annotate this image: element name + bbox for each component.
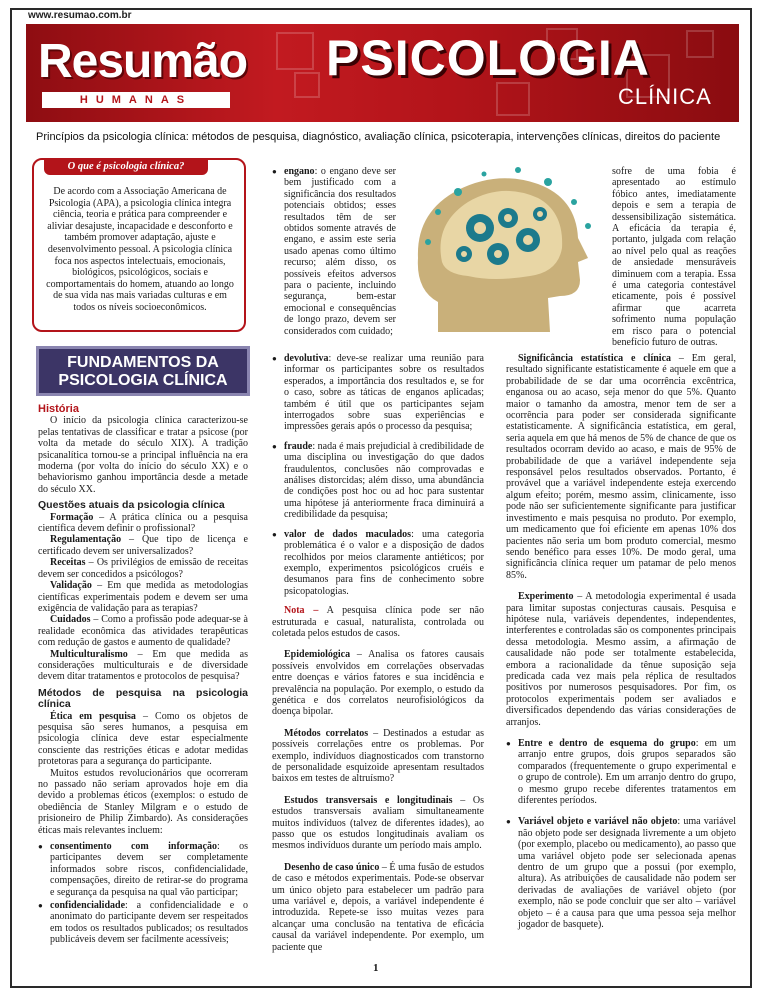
brain-gears-illustration	[398, 162, 612, 346]
questao-item: Formação – A prática clínica ou a pesquisa científica devem definir o profissional?	[38, 511, 248, 535]
method-paragraph: Epidemiológica – Analisa os fatores causais possíveis envolvidos em correlações observadas entre doenças e vários fatores e sua incidência e prevalência na população. Por exemplo, o estudo da genética e dos correlatos neurofisiológicos da doença bipolar.	[272, 649, 484, 718]
page-title: PSICOLOGIA	[326, 30, 650, 86]
research-bullet-item: ● valor de dados maculados: uma categoria problemática é o valor e a disposição de dados recolhidos por meios claramente antiéticos; por exemplo, experimentos psicológicos cruéis e desumanos para fins de conhecimento sobre psicopatologias.	[272, 529, 484, 597]
questao-item: Validação – Em que medida as metodologias científicas experimentais podem e devem ser uma exigência de validação para as terapias?	[38, 580, 248, 614]
page-subtitle-word: CLÍNICA	[618, 84, 712, 109]
experiment-bullet-item: ● Entre e dentro de esquema do grupo: em um arranjo entre grupos, dois grupos separados são comparados (frequentemente o grupo experimental e o grupo de controle). Em um arranjo dentro do grupo, o mesmo grupo recebe diferentes tratamentos em diferentes períodos.	[506, 738, 736, 806]
column-3	[506, 353, 736, 931]
questao-item: Cuidados – Como a profissão pode adequar-se à realidade econômica das atividades terapêuticas com redução de gastos e aumento de qualidade?	[38, 614, 248, 649]
method-paragraph: Desenho de caso único – É uma fusão de estudos de caso e métodos experimentais. Pode-se observar um único objeto para estabelecer um padrão para uma variável e, depois, a variável independente é introduzida. Repete-se isso muitas vezes para alcançar uma conclusão na tentativa de eficácia causal da variável independente. Por exemplo, um paciente que	[272, 861, 484, 953]
brand-name: Resumão	[38, 35, 248, 88]
research-ethics-bullets	[272, 353, 484, 597]
historia-heading: História	[38, 403, 79, 415]
deception-bullet: ● engano: o engano deve ser bem justificado com a significância dos resultados potenciais obtidos; esses resultados têm de ser obtidos somente através de engano, e assim este seria usado apenas como último recurso; além disso, os possíveis efeitos adversos para o paciente, incluindo segurança, bem-estar emocional e consequências de longo prazo, devem ser considerados com cuidado;	[272, 166, 396, 337]
metodos-heading: Métodos de pesquisa na psicologia clínica	[38, 686, 248, 711]
experimento-paragraph: Experimento – A metodologia experimental é usada para limitar supostas conjecturas causais. Pesquisa e hipótese nula, variáveis dependentes, independentes, interferentes e controladas são os componentes principais dessa metodologia. Mesmo assim, a afirmação de causalidade não pode ser totalmente estabelecida, embora a racionalidade da tênue suposição seja predicada cada vez mais pela réplica de resultados positivos por numerosos pesquisadores. Por fim, os protocolos experimentais podem ser avaliados e diversificados dependendo das várias considerações de arranjos.	[506, 591, 736, 728]
research-bullet-item: ● devolutiva: deve-se realizar uma reunião para informar os participantes sobre os resultados esperados, a importância dos resultados e, se for o caso, sobre as táticas de enganos aplicadas; também é útil que os participantes sejam interrogados sobre suas experiências e impressões gerais após o processo da pesquisa;	[272, 353, 484, 433]
ethics-bullets	[38, 841, 248, 946]
etica-paragraph: Ética em pesquisa – Como os objetos de pesquisa são seres humanos, a pesquisa em psicologia clínica deve estar especialmente consciente das restrições éticas e adotar medidas protetoras para a segurança do participante.	[38, 710, 248, 768]
historia-text: O início da psicologia clínica caracterizou-se pelas tentativas de classificar e tratar a psicose (por volta da metade do século XIX). A tradição psicanalítica tornou-se a principal influência na era moderna (por volta do início do século XX) e o behaviorismo ganhou importância desde a metade do século XX.	[38, 415, 248, 495]
section-banner-line2: PSICOLOGIA CLÍNICA	[58, 372, 228, 389]
experiment-bullets	[506, 738, 736, 931]
column-1	[38, 404, 248, 946]
method-paragraph: Métodos correlatos – Destinados a estudar as possíveis correlações entre os problemas. Por exemplo, indivíduos diagnosticados com transtorno de personalidade esquizoide apresentam resultados baixos em testes de altruísmo?	[272, 727, 484, 785]
method-paragraph: Estudos transversais e longitudinais – Os estudos transversais avaliam simultaneamente muitos indivíduos (talvez de diferentes idades), ao passo que os estudos longitudinais avaliam os mesmos indivíduos durante um período mais amplo.	[272, 794, 484, 852]
definition-box	[32, 158, 246, 332]
header-banner	[26, 24, 739, 122]
estudos-paragraph: Muitos estudos revolucionários que ocorreram no passado não seriam aprovados hoje em dia devido a problemas éticos (exemplos: o estudo de obediência de Stanley Milgram e o estudo de prisioneiro de Philip Zimbardo). As considerações éticas mais relevantes incluem:	[38, 767, 248, 836]
experiment-bullet-item: ● Variável objeto e variável não objeto: uma variável não objeto pode ser designada livremente a um objeto (por exemplo, placebo ou medicamento), ao passo que uma variável objeto pode ser selecionada apenas dentro de um grupo que a possui (por exemplo, altura). As atribuições de causalidade não podem ser derivadas de avaliações de variável objeto (por exemplo, não se pode concluir que ser alto – variável objeto – é a causa para que uma pessoa seja melhor jogador de basquete).	[506, 816, 736, 930]
questoes-heading: Questões atuais da psicologia clínica	[38, 499, 225, 512]
questao-item: Regulamentação – Que tipo de licença e certificado devem ser universalizados?	[38, 534, 248, 557]
site-url[interactable]: www.resumao.com.br	[28, 10, 132, 21]
section-banner	[36, 346, 250, 396]
brand-logo[interactable]	[32, 34, 246, 114]
topics-line: Princípios da psicologia clínica: métodos de pesquisa, diagnóstico, avaliação clínica, psicoterapia, intervenções clínicas, direitos do paciente	[36, 131, 721, 143]
column-3-top: sofre de uma fobia é apresentado ao estímulo fóbico antes, imediatamente depois e sem a terapia de dessensibilização sistemática. A eficácia da terapia é, portanto, julgada com relação ao nível pelo qual as reações de ansiedade mensuráveis diminuem com a terapia. Essa é uma categoria contestável eticamente, pois é possível afirmar que acarreta sofrimento numa população em risco para o potencial benefício futuro de outras.	[612, 166, 736, 349]
brand-category: HUMANAS	[79, 94, 193, 106]
questoes-list	[38, 512, 248, 683]
page-number: 1	[373, 962, 379, 974]
questao-item: Multiculturalismo – Em que medida as considerações multiculturais e de diversidade devem ditar tratamentos e protocolos de pesquisa?	[38, 648, 248, 683]
column-2-top	[272, 166, 396, 337]
questao-item: Receitas – Os privilégios de emissão de receitas devem ser concedidos a psicólogos?	[38, 557, 248, 580]
column-2	[272, 353, 484, 953]
section-banner-line1: FUNDAMENTOS DA	[67, 354, 219, 371]
definition-heading: O que é psicologia clínica?	[44, 158, 208, 175]
ethics-bullet-item: ● confidencialidade: a confidencialidade e o anonimato do participante devem ser respeitados em todos os resultados publicados; os resultados publicáveis devem ser facilmente acessíveis;	[38, 900, 248, 946]
nota-paragraph: Nota – A pesquisa clínica pode ser não estruturada e casual, naturalista, controlada ou coletada pelos estudos de casos.	[272, 605, 484, 639]
research-methods-paragraphs	[272, 649, 484, 953]
ethics-bullet-item: ● consentimento com informação: os participantes devem ser completamente informados sobre riscos, confidencialidade, compensações, direito de retirar-se do programa e segurança da pesquisa na qual vão participar;	[38, 841, 248, 898]
significancia-paragraph: Significância estatística e clínica – Em geral, resultado significante estatisticamente é aquele em que a probabilidade de se dar uma ocorrência excêntrica, enganosa ou ao acaso, seja menor do que 5%. Quanto maior o tamanho da amostra, menor tem de ser a ocorrência para poder ser considerada significante estatisticamente. A significância estatística, em geral, seria aquela em que há menos de 5% de chance de que os resultados ocorram devido ao acaso, e mais de 95% de probabilidade de que a variável independente seja responsável pelos resultados observados. Portanto, é provável que a variável independente esteja exercendo algum efeito; porém, mesmo assim, clinicamente, isso pode não ser suficientemente significante para justificar investimento e mais pesquisa no produto. Por exemplo, um medicamento que foi eficiente em apenas 10% dos pacientes não seria um bom produto comercial, mesmo sendo benéfico para esses 10%. De modo geral, uma significância clínica requer um patamar de pelo menos 85%.	[506, 353, 736, 581]
definition-text: De acordo com a Associação Americana de Psicologia (APA), a psicologia clínica integra ciência, teoria e prática para compreender e aliviar desajuste, incapacidade e desconforto e também promover adaptação, ajuste e desenvolvimento pessoal. A psicologia clínica foca nos aspectos intelectuais, emocionais, biológicos, psicológicos, sociais e comportamentais do homem, atuando ao longo de sua vida nas mais variadas culturas e em todos os níveis socioeconômicos.	[46, 186, 234, 313]
research-bullet-item: ● fraude: nada é mais prejudicial à credibilidade de uma disciplina ou investigação do que dados fraudulentos, conclusões não comprovadas e análises distorcidas; além disso, uma abundância de condições post hoc ou ad hoc para sustentar uma hipótese já anteriormente fraca diminuirá a credibilidade da pesquisa;	[272, 441, 484, 521]
